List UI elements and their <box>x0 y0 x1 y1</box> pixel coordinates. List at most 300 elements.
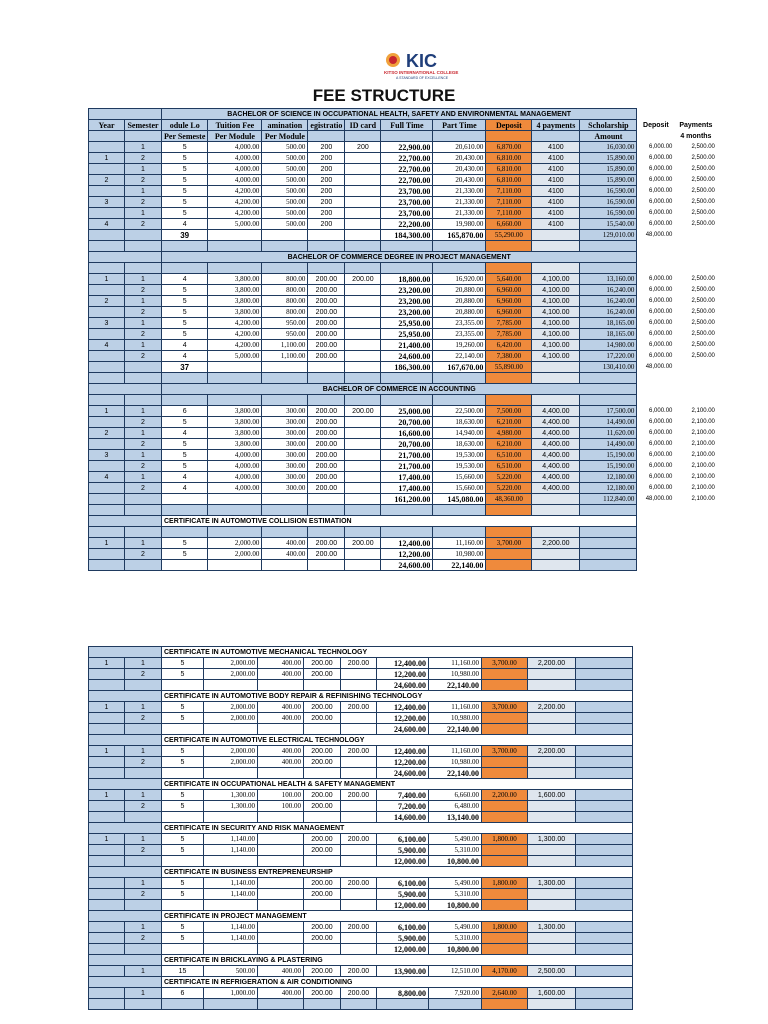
fee-table-certificates <box>88 646 633 1010</box>
table-cell: 6,000.00 <box>649 407 673 414</box>
table-cell <box>125 768 162 779</box>
table-cell: 22,140.00 <box>433 560 486 571</box>
table-cell: 5 <box>162 834 204 845</box>
table-cell: 3,800.00 <box>208 285 262 296</box>
column-header <box>486 131 532 142</box>
table-cell: 200.00 <box>308 318 345 329</box>
table-cell: 6,000.00 <box>649 198 673 205</box>
table-cell: 200 <box>308 219 345 230</box>
table-cell <box>262 560 308 571</box>
table-row <box>89 878 633 889</box>
table-cell: 7,110.00 <box>486 186 532 197</box>
table-cell: 6,100.00 <box>377 834 429 845</box>
table-cell: 1 <box>125 658 162 669</box>
table-cell: 1 <box>89 746 125 757</box>
table-cell: 22,200.00 <box>381 219 433 230</box>
section-title-row <box>89 384 717 395</box>
table-cell <box>486 549 532 560</box>
table-cell <box>576 922 633 933</box>
section-title-row <box>89 779 633 790</box>
section-title-row <box>89 867 633 878</box>
table-cell: 2 <box>125 483 162 494</box>
table-row <box>89 549 717 560</box>
table-cell: 14,490.00 <box>580 439 637 450</box>
table-cell <box>204 680 258 691</box>
table-cell <box>89 845 125 856</box>
table-cell: 2,000.00 <box>204 669 258 680</box>
column-header <box>637 131 675 142</box>
table-cell: 4100 <box>532 142 580 153</box>
table-cell: 6,000.00 <box>649 165 673 172</box>
table-cell <box>125 900 162 911</box>
table-cell <box>341 680 377 691</box>
table-cell: 200.00 <box>308 483 345 494</box>
table-cell: 400.00 <box>262 549 308 560</box>
table-cell: 15,890.00 <box>580 164 637 175</box>
table-cell <box>304 856 341 867</box>
table-cell: 5 <box>162 439 208 450</box>
table-cell <box>208 362 262 373</box>
table-cell <box>89 230 125 241</box>
table-cell: 22,700.00 <box>381 175 433 186</box>
table-cell: 1 <box>89 538 125 549</box>
table-cell: 4 <box>162 351 208 362</box>
table-cell: 200.00 <box>304 801 341 812</box>
table-cell: 10,980.00 <box>429 713 482 724</box>
table-row <box>89 153 717 164</box>
column-header-row <box>89 120 717 131</box>
program-title: BACHELOR OF COMMERCE IN ACCOUNTING <box>162 384 637 395</box>
table-cell <box>89 417 125 428</box>
table-cell: 12,200.00 <box>377 669 429 680</box>
table-row <box>89 999 633 1010</box>
table-cell: 200.00 <box>304 702 341 713</box>
table-cell <box>89 713 125 724</box>
table-cell: 200.00 <box>341 658 377 669</box>
table-cell <box>580 560 637 571</box>
table-cell <box>89 329 125 340</box>
table-cell <box>204 856 258 867</box>
table-cell <box>345 461 381 472</box>
table-cell <box>258 724 304 735</box>
table-cell <box>89 285 125 296</box>
table-cell <box>528 812 576 823</box>
table-cell <box>345 285 381 296</box>
table-cell <box>308 362 345 373</box>
table-row <box>89 658 633 669</box>
column-header <box>532 131 580 142</box>
table-cell: 3,800.00 <box>208 274 262 285</box>
table-cell: 200.00 <box>308 439 345 450</box>
table-cell <box>482 669 528 680</box>
total-row <box>89 230 717 241</box>
table-cell: 6,000.00 <box>649 352 673 359</box>
table-row <box>89 746 633 757</box>
title-spacer <box>89 384 162 395</box>
table-cell: 8,800.00 <box>377 988 429 999</box>
table-cell: 21,700.00 <box>381 450 433 461</box>
table-cell: 2 <box>125 197 162 208</box>
table-row <box>89 966 633 977</box>
table-cell: 5,490.00 <box>429 878 482 889</box>
table-cell <box>377 999 429 1010</box>
table-cell: 1 <box>125 538 162 549</box>
table-cell <box>345 549 381 560</box>
table-cell: 6,810.00 <box>486 175 532 186</box>
table-cell: 300.00 <box>262 406 308 417</box>
table-cell: 4,000.00 <box>208 175 262 186</box>
program-title: CERTIFICATE IN REFRIGERATION & AIR CONDITIONING <box>162 977 633 988</box>
table-cell: 186,300.00 <box>381 362 433 373</box>
column-header: Full Time <box>381 120 433 131</box>
table-cell <box>89 900 125 911</box>
table-cell: 500.00 <box>262 153 308 164</box>
table-cell: 2,100.00 <box>691 451 715 458</box>
table-cell <box>576 790 633 801</box>
table-cell: 5 <box>162 713 204 724</box>
table-cell: 200 <box>308 142 345 153</box>
table-cell: 2,000.00 <box>204 702 258 713</box>
table-cell: 17,400.00 <box>381 472 433 483</box>
table-cell: 10,800.00 <box>429 944 482 955</box>
table-cell <box>528 999 576 1010</box>
table-cell: 2 <box>125 307 162 318</box>
table-cell: 200.00 <box>308 461 345 472</box>
table-cell: 5 <box>162 538 208 549</box>
table-cell: 5,900.00 <box>377 933 429 944</box>
table-cell: 2,500.00 <box>691 319 715 326</box>
table-row <box>89 845 633 856</box>
table-cell: 5 <box>162 933 204 944</box>
table-cell: 200.00 <box>304 933 341 944</box>
table-cell: 200.00 <box>304 966 341 977</box>
table-cell: 2,500.00 <box>691 143 715 150</box>
table-cell <box>89 351 125 362</box>
table-cell: 6,000.00 <box>649 473 673 480</box>
table-cell: 2,000.00 <box>208 538 262 549</box>
table-cell: 25,950.00 <box>381 318 433 329</box>
title-spacer <box>89 823 162 834</box>
table-cell: 1,140.00 <box>204 933 258 944</box>
table-cell: 20,880.00 <box>433 285 486 296</box>
table-cell: 6,210.00 <box>486 417 532 428</box>
table-cell: 2 <box>89 428 125 439</box>
table-cell <box>304 812 341 823</box>
table-cell <box>345 483 381 494</box>
table-cell: 4,200.00 <box>208 340 262 351</box>
table-cell: 7,785.00 <box>486 329 532 340</box>
table-cell <box>204 900 258 911</box>
table-cell: 1 <box>89 702 125 713</box>
table-cell <box>580 549 637 560</box>
table-cell: 800.00 <box>262 285 308 296</box>
table-cell: 5 <box>162 801 204 812</box>
table-cell: 3,800.00 <box>208 439 262 450</box>
program-title: CERTIFICATE IN BUSINESS ENTREPRENEURSHIP <box>162 867 633 878</box>
table-cell: 400.00 <box>258 988 304 999</box>
table-cell: 5 <box>162 307 208 318</box>
table-cell: 11,160.00 <box>429 746 482 757</box>
table-cell: 4 <box>162 428 208 439</box>
table-cell <box>208 230 262 241</box>
table-cell: 5,220.00 <box>486 483 532 494</box>
table-cell: 1,100.00 <box>262 340 308 351</box>
table-cell: 6,000.00 <box>649 440 673 447</box>
table-cell: 12,000.00 <box>377 856 429 867</box>
table-cell <box>204 944 258 955</box>
total-row <box>89 724 633 735</box>
table-row <box>89 933 633 944</box>
table-cell: 14,490.00 <box>580 417 637 428</box>
table-cell <box>341 768 377 779</box>
table-cell: 145,080.00 <box>433 494 486 505</box>
table-cell: 16,240.00 <box>580 285 637 296</box>
table-cell <box>341 669 377 680</box>
table-row <box>89 417 717 428</box>
table-cell: 3,700.00 <box>486 538 532 549</box>
title-spacer <box>89 955 162 966</box>
table-cell <box>576 768 633 779</box>
table-cell: 20,430.00 <box>433 175 486 186</box>
table-cell: 2 <box>125 801 162 812</box>
table-cell: 5 <box>162 702 204 713</box>
table-cell: 2 <box>125 351 162 362</box>
program-title: CERTIFICATE IN OCCUPATIONAL HEALTH & SAFETY MANAGEMENT <box>162 779 633 790</box>
table-cell: 1 <box>125 878 162 889</box>
title-spacer <box>89 867 162 878</box>
table-cell: 6,870.00 <box>486 142 532 153</box>
table-cell: 2,500.00 <box>691 330 715 337</box>
table-row <box>89 186 717 197</box>
table-cell: 1,600.00 <box>528 790 576 801</box>
table-cell <box>345 164 381 175</box>
table-cell <box>89 724 125 735</box>
table-cell: 2 <box>125 153 162 164</box>
table-cell <box>258 834 304 845</box>
total-row <box>89 944 633 955</box>
table-cell <box>162 856 204 867</box>
table-cell: 200.00 <box>304 658 341 669</box>
table-cell: 2 <box>125 219 162 230</box>
table-cell: 1 <box>125 450 162 461</box>
table-cell: 4,000.00 <box>208 142 262 153</box>
table-cell <box>528 768 576 779</box>
table-row <box>89 922 633 933</box>
table-cell: 2 <box>125 669 162 680</box>
table-cell: 25,950.00 <box>381 329 433 340</box>
table-row <box>89 450 717 461</box>
table-cell: 7,500.00 <box>486 406 532 417</box>
table-cell: 6,000.00 <box>649 297 673 304</box>
table-cell: 1 <box>125 834 162 845</box>
table-cell <box>345 296 381 307</box>
table-cell <box>576 878 633 889</box>
table-cell: 1 <box>125 208 162 219</box>
table-cell: 4 <box>162 274 208 285</box>
table-cell: 7,110.00 <box>486 208 532 219</box>
table-cell <box>429 999 482 1010</box>
table-cell <box>208 560 262 571</box>
table-cell: 23,700.00 <box>381 197 433 208</box>
title-spacer <box>89 109 162 120</box>
table-cell: 13,140.00 <box>429 812 482 823</box>
table-cell: 5 <box>162 790 204 801</box>
table-row <box>89 538 717 549</box>
program-title: CERTIFICATE IN AUTOMOTIVE COLLISION ESTIMATION <box>162 516 637 527</box>
table-cell: 400.00 <box>258 757 304 768</box>
program-title: CERTIFICATE IN SECURITY AND RISK MANAGEMENT <box>162 823 633 834</box>
table-cell: 12,400.00 <box>377 702 429 713</box>
table-cell: 16,590.00 <box>580 197 637 208</box>
table-cell: 200.00 <box>308 329 345 340</box>
table-cell <box>341 801 377 812</box>
table-cell: 6,000.00 <box>649 462 673 469</box>
table-cell <box>308 560 345 571</box>
table-cell <box>89 966 125 977</box>
table-cell: 1 <box>125 472 162 483</box>
total-row <box>89 900 633 911</box>
table-cell <box>89 461 125 472</box>
table-cell: 200.00 <box>304 746 341 757</box>
table-cell: 2 <box>125 175 162 186</box>
table-cell: 12,180.00 <box>580 483 637 494</box>
table-cell: 200.00 <box>341 790 377 801</box>
table-row <box>89 296 717 307</box>
table-cell: 23,200.00 <box>381 307 433 318</box>
table-cell: 23,355.00 <box>433 318 486 329</box>
table-cell: 1 <box>125 318 162 329</box>
table-cell <box>258 889 304 900</box>
table-cell: 1,000.00 <box>204 988 258 999</box>
table-cell <box>482 713 528 724</box>
spacer-row <box>89 263 717 274</box>
table-cell: 10,980.00 <box>433 549 486 560</box>
table-cell: 2,500.00 <box>691 286 715 293</box>
table-cell: 15,660.00 <box>433 472 486 483</box>
table-cell <box>576 757 633 768</box>
table-cell: 200.00 <box>304 669 341 680</box>
table-cell: 13,160.00 <box>580 274 637 285</box>
table-cell <box>576 746 633 757</box>
table-cell <box>576 889 633 900</box>
table-cell: 200.00 <box>341 966 377 977</box>
table-cell <box>576 801 633 812</box>
table-cell <box>258 999 304 1010</box>
table-cell: 1 <box>125 702 162 713</box>
table-row <box>89 351 717 362</box>
total-row <box>89 856 633 867</box>
table-cell: 6,000.00 <box>649 187 673 194</box>
table-cell <box>345 318 381 329</box>
table-cell: 200.00 <box>341 702 377 713</box>
table-cell <box>482 801 528 812</box>
table-cell: 1 <box>125 186 162 197</box>
table-cell: 48,000.00 <box>645 495 673 502</box>
table-cell: 1 <box>125 274 162 285</box>
spacer-row <box>89 505 717 516</box>
table-cell: 20,700.00 <box>381 439 433 450</box>
table-cell: 2,500.00 <box>691 176 715 183</box>
table-cell: 22,140.00 <box>429 680 482 691</box>
table-cell <box>89 922 125 933</box>
column-header: Semester <box>125 120 162 131</box>
table-cell <box>89 362 125 373</box>
table-cell <box>576 702 633 713</box>
table-cell <box>576 944 633 955</box>
table-cell: 2 <box>125 933 162 944</box>
table-cell: 20,880.00 <box>433 307 486 318</box>
table-cell: 300.00 <box>262 483 308 494</box>
table-cell: 200 <box>308 153 345 164</box>
table-cell: 17,220.00 <box>580 351 637 362</box>
table-cell <box>528 900 576 911</box>
table-cell: 2,500.00 <box>691 297 715 304</box>
table-cell: 6,100.00 <box>377 922 429 933</box>
table-cell <box>89 483 125 494</box>
table-cell: 5 <box>162 845 204 856</box>
table-cell: 5 <box>162 878 204 889</box>
table-cell: 4,400.00 <box>532 428 580 439</box>
table-cell: 1 <box>125 988 162 999</box>
column-header: egistratio <box>308 120 345 131</box>
table-cell: 500.00 <box>204 966 258 977</box>
table-cell: 3 <box>89 450 125 461</box>
table-cell <box>341 933 377 944</box>
table-cell: 6,480.00 <box>429 801 482 812</box>
table-cell: 6,000.00 <box>649 484 673 491</box>
column-header: 4 payments <box>532 120 580 131</box>
table-row <box>89 439 717 450</box>
table-cell: 4100 <box>532 175 580 186</box>
table-cell: 2,100.00 <box>691 462 715 469</box>
table-cell: 5 <box>162 142 208 153</box>
table-cell: 22,700.00 <box>381 164 433 175</box>
table-cell: 16,030.00 <box>580 142 637 153</box>
table-cell <box>304 768 341 779</box>
table-cell: 400.00 <box>258 966 304 977</box>
table-cell: 11,160.00 <box>433 538 486 549</box>
table-cell: 25,000.00 <box>381 406 433 417</box>
table-cell: 1 <box>89 834 125 845</box>
total-row <box>89 812 633 823</box>
table-cell: 15,190.00 <box>580 450 637 461</box>
table-cell: 4 <box>162 219 208 230</box>
table-cell: 1,140.00 <box>204 922 258 933</box>
table-row <box>89 219 717 230</box>
table-cell: 1,300.00 <box>204 790 258 801</box>
table-cell <box>162 944 204 955</box>
table-cell: 55,890.00 <box>486 362 532 373</box>
table-cell: 4,100.00 <box>532 329 580 340</box>
table-cell: 5,310.00 <box>429 933 482 944</box>
table-cell: 300.00 <box>262 461 308 472</box>
table-cell <box>162 680 204 691</box>
table-cell <box>341 757 377 768</box>
table-cell: 12,400.00 <box>377 658 429 669</box>
program-title: CERTIFICATE IN AUTOMOTIVE ELECTRICAL TECHNOLOGY <box>162 735 633 746</box>
spacer-row <box>89 395 717 406</box>
table-cell: 4,000.00 <box>208 153 262 164</box>
table-cell: 3,800.00 <box>208 296 262 307</box>
table-cell <box>532 230 580 241</box>
table-cell: 400.00 <box>262 538 308 549</box>
column-header: Scholarship <box>580 120 637 131</box>
table-cell: 6,000.00 <box>649 319 673 326</box>
table-cell: 5,220.00 <box>486 472 532 483</box>
table-cell: 20,430.00 <box>433 153 486 164</box>
table-cell: 1,300.00 <box>204 801 258 812</box>
table-cell <box>528 933 576 944</box>
